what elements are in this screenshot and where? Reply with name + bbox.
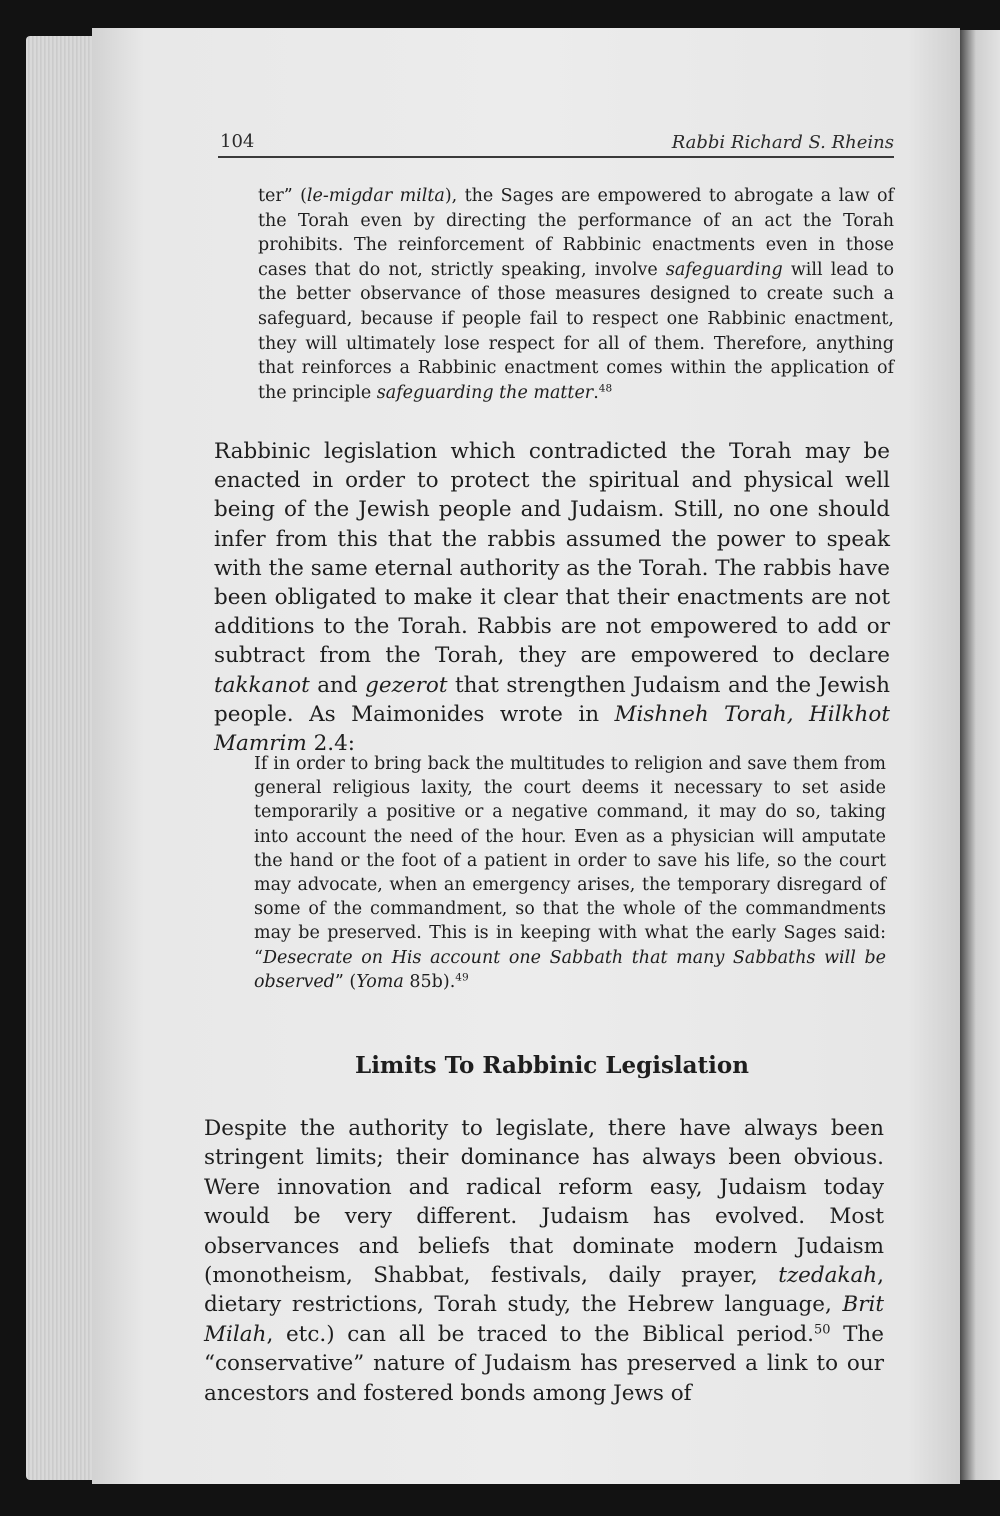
footnote-ref-49: 49: [455, 971, 469, 984]
footnote-ref-50: 50: [814, 1322, 831, 1338]
body-paragraph-2: Despite the authority to legislate, there have always been stringent limits; their dominance has always been obvious. Were innovation and radical reform easy, Judaism today would be very different. Judaism has evolved. Most observances and beliefs that dominate modern Judaism (monotheism, Shabbat, festivals, daily prayer, tzedakah, dietary restrictions, Torah study, the Hebrew language, Brit Milah, etc.) can all be traced to the Biblical period.$^{50}$ The “conservative” nature of Judaism has preserved a link to our ancestors and fostered bonds among Jews of: [204, 1116, 885, 1406]
block-quote-2: If in order to bring back the multitudes to religion and save them from general religious laxity, the court deems it necessary to set aside temporarily a positive or a negative command, it may do so, taking into account the need of the hour. Even as a physician will amputate the hand or the foot of a patient in order to save his life, so the court may advocate, when an emergency arises, the temporary disregard of some of the commandment, so that the whole of the commandments may be preserved. This is in keeping with what the early Sages said: “Desecrate on His account one Sabbath that many Sabbaths will be observed” (Yoma 85b).$^{49}$: [254, 754, 886, 992]
facing-page-edge: [960, 30, 1000, 1480]
footnote-ref-48: 48: [598, 382, 613, 395]
block-quote-1: ter” (le-migdar milta), the Sages are empowered to abrogate a law of the Torah even by directing the performance of an act the Torah prohibits. The reinforcement of Rabbinic enactments even in those cases that do not, strictly speaking, involve safeguarding will lead to the better observance of those measures designed to create such a safeguard, because if people fail to respect one Rabbinic enactment, they will ultimately lose respect for all of them. Therefore, anything that reinforces a Rabbinic enactment comes within the application of the principle safeguarding the matter.$^{48}$: [258, 186, 894, 403]
section-heading: Limits To Rabbinic Legislation: [355, 1052, 749, 1079]
running-head: Rabbi Richard S. Rheins: [671, 132, 894, 153]
page-header: [218, 126, 894, 158]
body-paragraph-1: Rabbinic legislation which contradicted the Torah may be enacted in order to protect the spiritual and physical well being of the Jewish people and Judaism. Still, no one should infer from this that the rabbis assumed the power to speak with the same eternal authority as the Torah. The rabbis have been obligated to make it clear that their enactments are not additions to the Torah. Rabbis are not empowered to add or subtract from the Torah, they are empowered to declare takkanot and gezerot that strengthen Judaism and the Jewish people. As Maimonides wrote in Mishneh Torah, Hilkhot Mamrim 2.4:: [214, 439, 890, 757]
page-number: 104: [220, 131, 255, 152]
